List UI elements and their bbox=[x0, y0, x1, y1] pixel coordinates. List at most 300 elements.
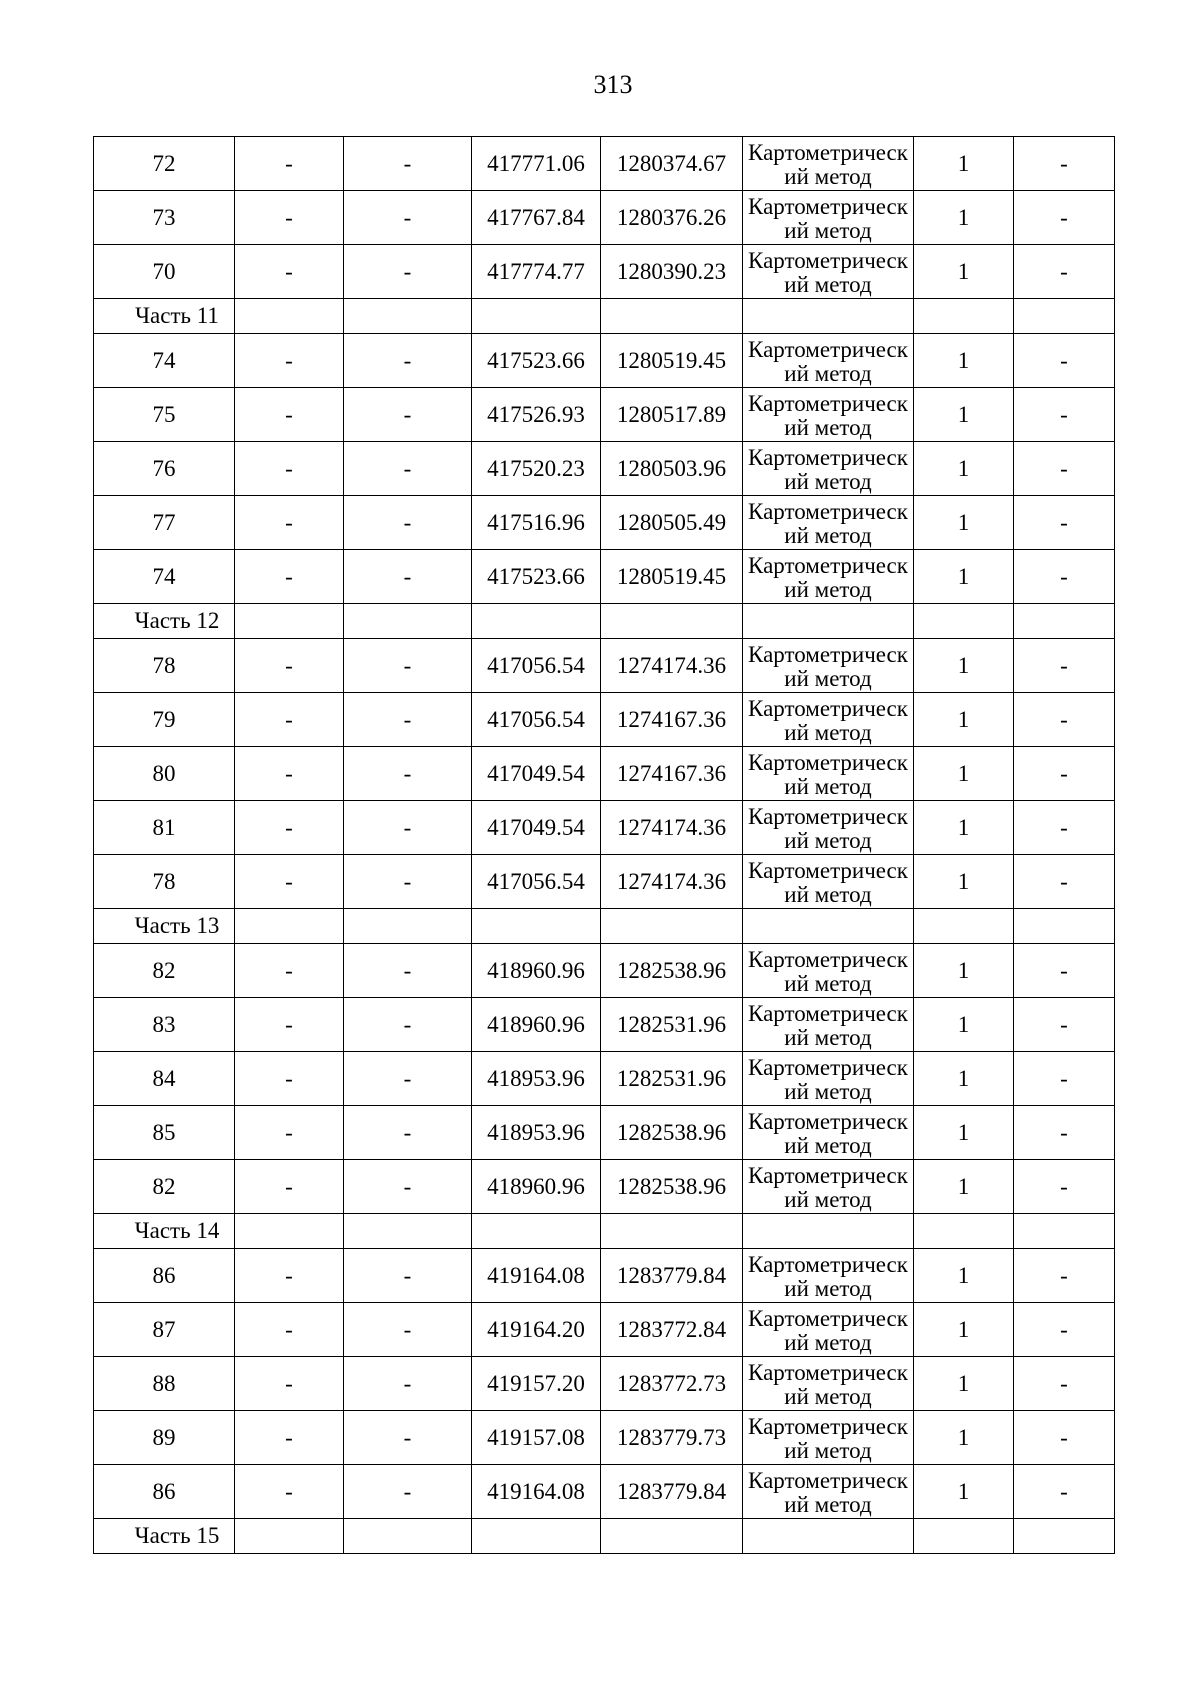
part-header-row bbox=[94, 909, 1115, 944]
accuracy-cell: 1 bbox=[914, 998, 1014, 1052]
table-row bbox=[94, 998, 1115, 1052]
table-row bbox=[94, 747, 1115, 801]
column3-cell: - bbox=[344, 496, 472, 550]
method-cell bbox=[743, 191, 914, 245]
method-cell bbox=[743, 944, 914, 998]
empty-cell bbox=[344, 909, 472, 944]
empty-cell bbox=[1014, 604, 1115, 639]
method-text-line2: ий метод bbox=[784, 1024, 872, 1050]
accuracy-cell: 1 bbox=[914, 1357, 1014, 1411]
empty-cell bbox=[344, 604, 472, 639]
column3-cell: - bbox=[344, 550, 472, 604]
point-number-cell: 79 bbox=[94, 693, 235, 747]
empty-cell bbox=[914, 1214, 1014, 1249]
y-coordinate-cell: 1282531.96 bbox=[601, 1052, 743, 1106]
table-row bbox=[94, 442, 1115, 496]
y-coordinate-cell: 1280374.67 bbox=[601, 137, 743, 191]
accuracy-cell: 1 bbox=[914, 801, 1014, 855]
accuracy-cell: 1 bbox=[914, 1052, 1014, 1106]
column3-cell: - bbox=[344, 944, 472, 998]
empty-cell bbox=[914, 909, 1014, 944]
part-label: Часть 13 bbox=[94, 909, 235, 944]
column3-cell: - bbox=[344, 1465, 472, 1519]
point-number-cell: 78 bbox=[94, 639, 235, 693]
method-text-line1: Картометрическ bbox=[748, 498, 908, 524]
method-text-line1: Картометрическ bbox=[748, 803, 908, 829]
method-text-line2: ий метод bbox=[784, 360, 872, 386]
point-number-cell: 86 bbox=[94, 1465, 235, 1519]
column3-cell: - bbox=[344, 137, 472, 191]
column2-cell: - bbox=[235, 693, 344, 747]
method-text-line2: ий метод bbox=[784, 1383, 872, 1409]
column2-cell: - bbox=[235, 137, 344, 191]
note-cell: - bbox=[1014, 137, 1115, 191]
coordinates-table bbox=[93, 136, 1115, 1554]
method-cell bbox=[743, 1303, 914, 1357]
note-cell: - bbox=[1014, 1160, 1115, 1214]
point-number-cell: 85 bbox=[94, 1106, 235, 1160]
y-coordinate-cell: 1280503.96 bbox=[601, 442, 743, 496]
point-number-cell: 87 bbox=[94, 1303, 235, 1357]
empty-cell bbox=[472, 1214, 601, 1249]
column3-cell: - bbox=[344, 855, 472, 909]
accuracy-cell: 1 bbox=[914, 944, 1014, 998]
y-coordinate-cell: 1282538.96 bbox=[601, 1160, 743, 1214]
method-text-line2: ий метод bbox=[784, 576, 872, 602]
method-text-line1: Картометрическ bbox=[748, 1413, 908, 1439]
part-label: Часть 12 bbox=[94, 604, 235, 639]
y-coordinate-cell: 1280517.89 bbox=[601, 388, 743, 442]
method-text-line1: Картометрическ bbox=[748, 139, 908, 165]
method-text-line1: Картометрическ bbox=[748, 552, 908, 578]
note-cell: - bbox=[1014, 388, 1115, 442]
x-coordinate-cell: 418960.96 bbox=[472, 1160, 601, 1214]
column2-cell: - bbox=[235, 191, 344, 245]
accuracy-cell: 1 bbox=[914, 442, 1014, 496]
x-coordinate-cell: 417774.77 bbox=[472, 245, 601, 299]
y-coordinate-cell: 1283779.73 bbox=[601, 1411, 743, 1465]
part-label: Часть 15 bbox=[94, 1519, 235, 1554]
method-text-line2: ий метод bbox=[784, 1275, 872, 1301]
x-coordinate-cell: 417771.06 bbox=[472, 137, 601, 191]
method-cell bbox=[743, 855, 914, 909]
empty-cell bbox=[1014, 299, 1115, 334]
note-cell: - bbox=[1014, 550, 1115, 604]
method-cell bbox=[743, 998, 914, 1052]
y-coordinate-cell: 1280519.45 bbox=[601, 334, 743, 388]
note-cell: - bbox=[1014, 1249, 1115, 1303]
method-text-line2: ий метод bbox=[784, 665, 872, 691]
point-number-cell: 75 bbox=[94, 388, 235, 442]
point-number-cell: 74 bbox=[94, 334, 235, 388]
y-coordinate-cell: 1280376.26 bbox=[601, 191, 743, 245]
part-label: Часть 11 bbox=[94, 299, 235, 334]
method-text-line1: Картометрическ bbox=[748, 1162, 908, 1188]
x-coordinate-cell: 419164.20 bbox=[472, 1303, 601, 1357]
method-text-line2: ий метод bbox=[784, 719, 872, 745]
y-coordinate-cell: 1282538.96 bbox=[601, 1106, 743, 1160]
column2-cell: - bbox=[235, 1357, 344, 1411]
x-coordinate-cell: 417516.96 bbox=[472, 496, 601, 550]
accuracy-cell: 1 bbox=[914, 1411, 1014, 1465]
note-cell: - bbox=[1014, 747, 1115, 801]
point-number-cell: 74 bbox=[94, 550, 235, 604]
column3-cell: - bbox=[344, 191, 472, 245]
accuracy-cell: 1 bbox=[914, 334, 1014, 388]
table-row bbox=[94, 1411, 1115, 1465]
table-row bbox=[94, 1249, 1115, 1303]
x-coordinate-cell: 418960.96 bbox=[472, 998, 601, 1052]
empty-cell bbox=[743, 909, 914, 944]
accuracy-cell: 1 bbox=[914, 550, 1014, 604]
point-number-cell: 84 bbox=[94, 1052, 235, 1106]
empty-cell bbox=[914, 299, 1014, 334]
table-row bbox=[94, 944, 1115, 998]
accuracy-cell: 1 bbox=[914, 496, 1014, 550]
method-cell bbox=[743, 747, 914, 801]
method-text-line2: ий метод bbox=[784, 881, 872, 907]
note-cell: - bbox=[1014, 442, 1115, 496]
column3-cell: - bbox=[344, 998, 472, 1052]
column3-cell: - bbox=[344, 245, 472, 299]
method-text-line1: Картометрическ bbox=[748, 390, 908, 416]
x-coordinate-cell: 417056.54 bbox=[472, 693, 601, 747]
y-coordinate-cell: 1283772.73 bbox=[601, 1357, 743, 1411]
method-cell bbox=[743, 1106, 914, 1160]
accuracy-cell: 1 bbox=[914, 1160, 1014, 1214]
point-number-cell: 88 bbox=[94, 1357, 235, 1411]
method-text-line2: ий метод bbox=[784, 1491, 872, 1517]
accuracy-cell: 1 bbox=[914, 1106, 1014, 1160]
x-coordinate-cell: 417767.84 bbox=[472, 191, 601, 245]
note-cell: - bbox=[1014, 944, 1115, 998]
note-cell: - bbox=[1014, 334, 1115, 388]
accuracy-cell: 1 bbox=[914, 1465, 1014, 1519]
empty-cell bbox=[235, 1519, 344, 1554]
note-cell: - bbox=[1014, 496, 1115, 550]
empty-cell bbox=[235, 299, 344, 334]
method-text-line1: Картометрическ bbox=[748, 193, 908, 219]
empty-cell bbox=[601, 909, 743, 944]
point-number-cell: 82 bbox=[94, 1160, 235, 1214]
note-cell: - bbox=[1014, 1411, 1115, 1465]
method-text-line1: Картометрическ bbox=[748, 247, 908, 273]
part-header-row bbox=[94, 299, 1115, 334]
method-cell bbox=[743, 1160, 914, 1214]
empty-cell bbox=[743, 299, 914, 334]
table-row bbox=[94, 693, 1115, 747]
accuracy-cell: 1 bbox=[914, 1303, 1014, 1357]
method-text-line1: Картометрическ bbox=[748, 695, 908, 721]
empty-cell bbox=[601, 1214, 743, 1249]
x-coordinate-cell: 419164.08 bbox=[472, 1249, 601, 1303]
method-text-line2: ий метод bbox=[784, 1132, 872, 1158]
x-coordinate-cell: 417523.66 bbox=[472, 550, 601, 604]
y-coordinate-cell: 1283779.84 bbox=[601, 1249, 743, 1303]
point-number-cell: 83 bbox=[94, 998, 235, 1052]
empty-cell bbox=[1014, 1519, 1115, 1554]
note-cell: - bbox=[1014, 801, 1115, 855]
y-coordinate-cell: 1274174.36 bbox=[601, 855, 743, 909]
empty-cell bbox=[472, 299, 601, 334]
method-text-line2: ий метод bbox=[784, 773, 872, 799]
method-cell bbox=[743, 245, 914, 299]
method-text-line2: ий метод bbox=[784, 414, 872, 440]
column2-cell: - bbox=[235, 801, 344, 855]
column3-cell: - bbox=[344, 1160, 472, 1214]
column2-cell: - bbox=[235, 442, 344, 496]
method-cell bbox=[743, 496, 914, 550]
accuracy-cell: 1 bbox=[914, 191, 1014, 245]
note-cell: - bbox=[1014, 1052, 1115, 1106]
part-label: Часть 14 bbox=[94, 1214, 235, 1249]
method-text-line2: ий метод bbox=[784, 827, 872, 853]
empty-cell bbox=[743, 1519, 914, 1554]
column2-cell: - bbox=[235, 1465, 344, 1519]
column3-cell: - bbox=[344, 639, 472, 693]
empty-cell bbox=[1014, 909, 1115, 944]
table-row bbox=[94, 855, 1115, 909]
method-cell bbox=[743, 442, 914, 496]
column2-cell: - bbox=[235, 1160, 344, 1214]
empty-cell bbox=[1014, 1214, 1115, 1249]
table-row bbox=[94, 137, 1115, 191]
y-coordinate-cell: 1283779.84 bbox=[601, 1465, 743, 1519]
part-header-row bbox=[94, 1214, 1115, 1249]
table-row bbox=[94, 801, 1115, 855]
y-coordinate-cell: 1274174.36 bbox=[601, 639, 743, 693]
x-coordinate-cell: 418960.96 bbox=[472, 944, 601, 998]
point-number-cell: 76 bbox=[94, 442, 235, 496]
accuracy-cell: 1 bbox=[914, 639, 1014, 693]
method-cell bbox=[743, 1357, 914, 1411]
method-text-line2: ий метод bbox=[784, 217, 872, 243]
column3-cell: - bbox=[344, 1106, 472, 1160]
x-coordinate-cell: 417056.54 bbox=[472, 639, 601, 693]
column2-cell: - bbox=[235, 1052, 344, 1106]
method-cell bbox=[743, 1052, 914, 1106]
empty-cell bbox=[344, 1519, 472, 1554]
method-cell bbox=[743, 550, 914, 604]
method-text-line1: Картометрическ bbox=[748, 1467, 908, 1493]
column3-cell: - bbox=[344, 388, 472, 442]
method-text-line1: Картометрическ bbox=[748, 1054, 908, 1080]
method-text-line2: ий метод bbox=[784, 1186, 872, 1212]
x-coordinate-cell: 417049.54 bbox=[472, 801, 601, 855]
empty-cell bbox=[472, 909, 601, 944]
column2-cell: - bbox=[235, 747, 344, 801]
method-cell bbox=[743, 1411, 914, 1465]
accuracy-cell: 1 bbox=[914, 137, 1014, 191]
point-number-cell: 82 bbox=[94, 944, 235, 998]
note-cell: - bbox=[1014, 1106, 1115, 1160]
method-text-line1: Картометрическ bbox=[748, 641, 908, 667]
y-coordinate-cell: 1280390.23 bbox=[601, 245, 743, 299]
table-row bbox=[94, 1052, 1115, 1106]
x-coordinate-cell: 418953.96 bbox=[472, 1106, 601, 1160]
x-coordinate-cell: 419164.08 bbox=[472, 1465, 601, 1519]
method-cell bbox=[743, 388, 914, 442]
point-number-cell: 72 bbox=[94, 137, 235, 191]
table-body bbox=[94, 137, 1115, 1554]
point-number-cell: 73 bbox=[94, 191, 235, 245]
empty-cell bbox=[743, 1214, 914, 1249]
method-text-line1: Картометрическ bbox=[748, 946, 908, 972]
column2-cell: - bbox=[235, 496, 344, 550]
x-coordinate-cell: 417526.93 bbox=[472, 388, 601, 442]
accuracy-cell: 1 bbox=[914, 747, 1014, 801]
column3-cell: - bbox=[344, 1303, 472, 1357]
column2-cell: - bbox=[235, 639, 344, 693]
column3-cell: - bbox=[344, 801, 472, 855]
method-text-line1: Картометрическ bbox=[748, 857, 908, 883]
column2-cell: - bbox=[235, 1106, 344, 1160]
note-cell: - bbox=[1014, 639, 1115, 693]
table-row bbox=[94, 1106, 1115, 1160]
y-coordinate-cell: 1282531.96 bbox=[601, 998, 743, 1052]
method-text-line2: ий метод bbox=[784, 271, 872, 297]
column3-cell: - bbox=[344, 1411, 472, 1465]
table-row bbox=[94, 1465, 1115, 1519]
x-coordinate-cell: 417520.23 bbox=[472, 442, 601, 496]
empty-cell bbox=[601, 1519, 743, 1554]
method-text-line1: Картометрическ bbox=[748, 749, 908, 775]
method-text-line1: Картометрическ bbox=[748, 1108, 908, 1134]
accuracy-cell: 1 bbox=[914, 245, 1014, 299]
method-text-line1: Картометрическ bbox=[748, 1000, 908, 1026]
method-text-line1: Картометрическ bbox=[748, 336, 908, 362]
y-coordinate-cell: 1282538.96 bbox=[601, 944, 743, 998]
y-coordinate-cell: 1274167.36 bbox=[601, 693, 743, 747]
x-coordinate-cell: 417523.66 bbox=[472, 334, 601, 388]
column2-cell: - bbox=[235, 855, 344, 909]
method-text-line1: Картометрическ bbox=[748, 1305, 908, 1331]
note-cell: - bbox=[1014, 1303, 1115, 1357]
method-text-line2: ий метод bbox=[784, 1329, 872, 1355]
method-cell bbox=[743, 334, 914, 388]
y-coordinate-cell: 1283772.84 bbox=[601, 1303, 743, 1357]
column2-cell: - bbox=[235, 388, 344, 442]
method-cell bbox=[743, 1465, 914, 1519]
column3-cell: - bbox=[344, 693, 472, 747]
column3-cell: - bbox=[344, 1357, 472, 1411]
method-cell bbox=[743, 137, 914, 191]
page-number: 313 bbox=[593, 70, 633, 99]
column2-cell: - bbox=[235, 1303, 344, 1357]
method-cell bbox=[743, 639, 914, 693]
column2-cell: - bbox=[235, 550, 344, 604]
empty-cell bbox=[601, 604, 743, 639]
y-coordinate-cell: 1274174.36 bbox=[601, 801, 743, 855]
accuracy-cell: 1 bbox=[914, 1249, 1014, 1303]
x-coordinate-cell: 418953.96 bbox=[472, 1052, 601, 1106]
table-row bbox=[94, 245, 1115, 299]
y-coordinate-cell: 1274167.36 bbox=[601, 747, 743, 801]
empty-cell bbox=[344, 1214, 472, 1249]
x-coordinate-cell: 419157.20 bbox=[472, 1357, 601, 1411]
part-header-row bbox=[94, 604, 1115, 639]
empty-cell bbox=[601, 299, 743, 334]
method-text-line2: ий метод bbox=[784, 522, 872, 548]
table-row bbox=[94, 496, 1115, 550]
table-row bbox=[94, 1303, 1115, 1357]
y-coordinate-cell: 1280519.45 bbox=[601, 550, 743, 604]
method-text-line1: Картометрическ bbox=[748, 1359, 908, 1385]
method-text-line1: Картометрическ bbox=[748, 444, 908, 470]
column2-cell: - bbox=[235, 998, 344, 1052]
point-number-cell: 86 bbox=[94, 1249, 235, 1303]
column2-cell: - bbox=[235, 1411, 344, 1465]
column2-cell: - bbox=[235, 334, 344, 388]
table-row bbox=[94, 550, 1115, 604]
table-row bbox=[94, 639, 1115, 693]
accuracy-cell: 1 bbox=[914, 855, 1014, 909]
column2-cell: - bbox=[235, 245, 344, 299]
table-row bbox=[94, 334, 1115, 388]
method-text-line2: ий метод bbox=[784, 970, 872, 996]
method-cell bbox=[743, 1249, 914, 1303]
accuracy-cell: 1 bbox=[914, 693, 1014, 747]
point-number-cell: 89 bbox=[94, 1411, 235, 1465]
empty-cell bbox=[344, 299, 472, 334]
note-cell: - bbox=[1014, 1465, 1115, 1519]
note-cell: - bbox=[1014, 191, 1115, 245]
x-coordinate-cell: 417056.54 bbox=[472, 855, 601, 909]
table-row bbox=[94, 388, 1115, 442]
column3-cell: - bbox=[344, 1052, 472, 1106]
note-cell: - bbox=[1014, 1357, 1115, 1411]
y-coordinate-cell: 1280505.49 bbox=[601, 496, 743, 550]
note-cell: - bbox=[1014, 245, 1115, 299]
point-number-cell: 80 bbox=[94, 747, 235, 801]
column3-cell: - bbox=[344, 334, 472, 388]
note-cell: - bbox=[1014, 998, 1115, 1052]
table-row bbox=[94, 1160, 1115, 1214]
note-cell: - bbox=[1014, 855, 1115, 909]
column2-cell: - bbox=[235, 944, 344, 998]
column3-cell: - bbox=[344, 747, 472, 801]
empty-cell bbox=[235, 604, 344, 639]
empty-cell bbox=[235, 1214, 344, 1249]
column2-cell: - bbox=[235, 1249, 344, 1303]
part-header-row bbox=[94, 1519, 1115, 1554]
column3-cell: - bbox=[344, 442, 472, 496]
x-coordinate-cell: 417049.54 bbox=[472, 747, 601, 801]
point-number-cell: 81 bbox=[94, 801, 235, 855]
point-number-cell: 70 bbox=[94, 245, 235, 299]
method-text-line2: ий метод bbox=[784, 1437, 872, 1463]
empty-cell bbox=[472, 604, 601, 639]
table-row bbox=[94, 1357, 1115, 1411]
method-text-line2: ий метод bbox=[784, 163, 872, 189]
accuracy-cell: 1 bbox=[914, 388, 1014, 442]
method-cell bbox=[743, 693, 914, 747]
column3-cell: - bbox=[344, 1249, 472, 1303]
x-coordinate-cell: 419157.08 bbox=[472, 1411, 601, 1465]
empty-cell bbox=[472, 1519, 601, 1554]
method-text-line2: ий метод bbox=[784, 468, 872, 494]
table-row bbox=[94, 191, 1115, 245]
method-text-line1: Картометрическ bbox=[748, 1251, 908, 1277]
method-text-line2: ий метод bbox=[784, 1078, 872, 1104]
point-number-cell: 77 bbox=[94, 496, 235, 550]
empty-cell bbox=[914, 1519, 1014, 1554]
empty-cell bbox=[743, 604, 914, 639]
point-number-cell: 78 bbox=[94, 855, 235, 909]
empty-cell bbox=[235, 909, 344, 944]
method-cell bbox=[743, 801, 914, 855]
note-cell: - bbox=[1014, 693, 1115, 747]
